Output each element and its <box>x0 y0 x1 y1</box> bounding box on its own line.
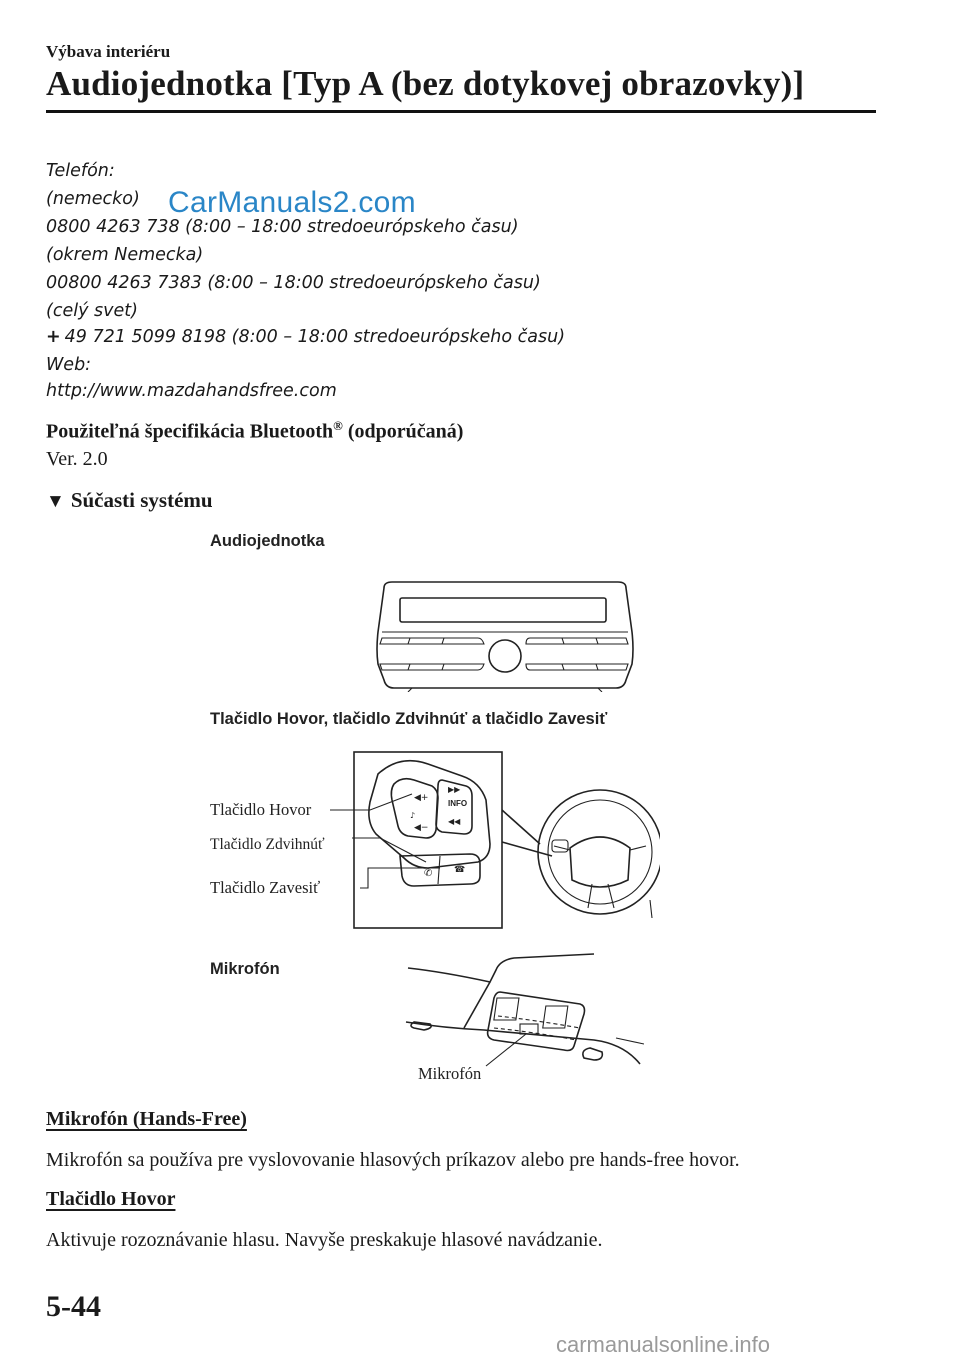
audio-unit-knob <box>489 640 521 672</box>
callout-pickup-button: Tlačidlo Zdvihnúť <box>210 836 325 853</box>
contact-web-url[interactable]: http://www.mazdahandsfree.com <box>46 381 337 401</box>
contact-outside-germany-label: (okrem Nemecka) <box>46 245 204 265</box>
title-divider <box>46 110 876 113</box>
prev-track-icon: ◀◀ <box>448 817 461 826</box>
talk-button-section-heading: Tlačidlo Hovor <box>46 1188 176 1210</box>
section-label: Výbava interiéru <box>46 42 171 61</box>
roof-edge-outline <box>408 954 594 982</box>
contact-outside-germany-number: 00800 4263 7383 (8:00 – 18:00 stredoeurópskeho času) <box>46 273 541 293</box>
steering-wheel-spokes <box>554 846 646 908</box>
microphone-section-heading: Mikrofón (Hands-Free) <box>46 1108 247 1130</box>
volume-icon: ◀+ <box>414 793 429 803</box>
pickup-icon: ✆ <box>424 868 433 879</box>
callout-leader-pickup <box>352 838 426 862</box>
hangup-icon: ☎ <box>454 865 466 875</box>
triangle-marker-icon: ▼ <box>46 491 65 512</box>
roof-trim-line <box>464 982 490 1028</box>
contact-worldwide-number-text: 49 721 5099 8198 (8:00 – 18:00 stredoeurópskeho času) <box>64 327 566 347</box>
contact-germany-number: 0800 4263 738 (8:00 – 18:00 stredoeurópskeho času) <box>46 217 519 237</box>
zoom-connector-line <box>502 842 552 856</box>
roof-lower-edge <box>406 1022 640 1064</box>
registered-mark: ® <box>333 418 343 433</box>
steering-wheel-hub <box>570 837 630 887</box>
footer-watermark: carmanualsonline.info <box>556 1332 771 1357</box>
contact-phone-label: Telefón: <box>46 161 115 181</box>
next-track-icon: ▶▶ <box>448 785 461 794</box>
callout-leader-lines <box>330 790 440 900</box>
system-components-heading-text: Súčasti systému <box>70 488 213 512</box>
watermark-carmanuals2: CarManuals2.com <box>168 186 416 219</box>
bluetooth-version: Ver. 2.0 <box>46 448 108 470</box>
volume-down-icon: ◀− <box>414 823 429 833</box>
audio-unit-display <box>400 598 606 622</box>
audio-unit-button-row-top <box>380 638 628 644</box>
microphone-caption: Mikrofón <box>210 960 280 978</box>
page-title: Audiojednotka [Typ A (bez dotykovej obrazovky)] <box>46 64 805 103</box>
system-components-heading <box>46 488 213 513</box>
talk-button-section-text: Aktivuje rozoznávanie hlasu. Navyše preskakuje hlasové navádzanie. <box>46 1229 603 1251</box>
callout-hangup-button: Tlačidlo Zavesiť <box>210 878 321 897</box>
plus-symbol: + <box>46 327 61 347</box>
page-number: 5-44 <box>46 1290 101 1323</box>
contact-worldwide-label: (celý svet) <box>46 301 138 321</box>
microphone-callout: Mikrofón <box>418 1064 482 1083</box>
microphone-grille-dashed-2 <box>498 1016 580 1028</box>
audio-unit-illustration <box>370 580 640 692</box>
callout-talk-button: Tlačidlo Hovor <box>210 800 312 819</box>
roof-end-line <box>616 1038 644 1044</box>
right-clip <box>583 1048 602 1060</box>
bluetooth-spec-heading-suffix: (odporúčaná) <box>342 420 464 443</box>
console-lamp-right <box>543 1006 568 1028</box>
talk-icon: ♪ <box>410 811 416 820</box>
microphone-section-text: Mikrofón sa používa pre vyslovovanie hlasových príkazov alebo pre hands-free hovor. <box>46 1149 740 1171</box>
bluetooth-spec-heading-text: Použiteľná špecifikácia Bluetooth <box>46 420 334 443</box>
callout-leader-talk <box>330 794 412 810</box>
zoom-connector-line-2 <box>502 810 540 844</box>
steering-wheel-tick <box>650 900 652 918</box>
audio-unit-caption: Audiojednotka <box>210 532 325 550</box>
contact-web-label: Web: <box>46 355 92 375</box>
audio-unit-button-row-bottom <box>380 664 628 670</box>
contact-germany-label: (nemecko) <box>46 189 140 209</box>
callout-leader-hangup <box>360 868 440 888</box>
bluetooth-spec-heading <box>46 418 463 444</box>
contact-worldwide-number <box>46 324 565 351</box>
info-button-label: INFO <box>448 799 468 808</box>
buttons-caption: Tlačidlo Hovor, tlačidlo Zdvihnúť a tlačidlo Zavesiť <box>210 710 608 728</box>
